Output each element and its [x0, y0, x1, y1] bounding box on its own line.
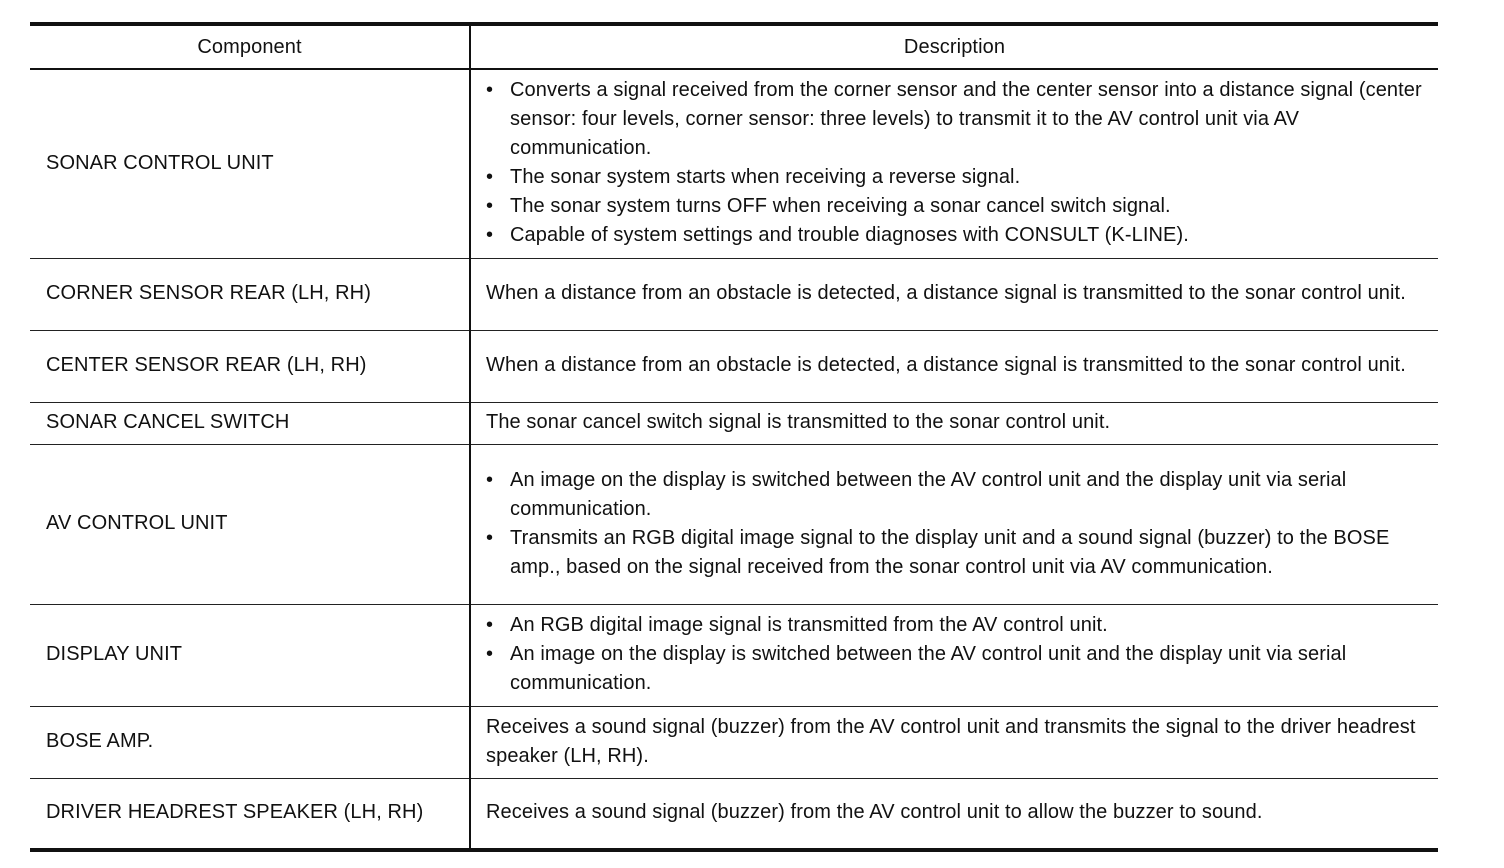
bullet-list [486, 611, 1432, 698]
table-row [30, 778, 1438, 850]
description-cell: When a distance from an obstacle is detected, a distance signal is transmitted to the sonar control unit. [470, 330, 1438, 402]
description-cell [470, 444, 1438, 604]
description-cell: Receives a sound signal (buzzer) from the AV control unit and transmits the signal to the driver headrest speaker (LH, RH). [470, 706, 1438, 778]
table-row [30, 402, 1438, 444]
bullet-item: • An image on the display is switched between the AV control unit and the display unit via serial communication. [486, 640, 1432, 698]
description-cell: The sonar cancel switch signal is transmitted to the sonar control unit. [470, 402, 1438, 444]
description-cell: When a distance from an obstacle is detected, a distance signal is transmitted to the sonar control unit. [470, 258, 1438, 330]
bullet-item: • Transmits an RGB digital image signal to the display unit and a sound signal (buzzer) to the BOSE amp., based on the signal received from the sonar control unit via AV communication. [486, 524, 1432, 582]
component-description-table [30, 22, 1438, 852]
bullet-item: • Capable of system settings and trouble diagnoses with CONSULT (K-LINE). [486, 221, 1432, 250]
table-row [30, 706, 1438, 778]
description-cell [470, 69, 1438, 258]
bullet-item: • An image on the display is switched between the AV control unit and the display unit via serial communication. [486, 466, 1432, 524]
component-cell: SONAR CONTROL UNIT [30, 69, 470, 258]
table-row [30, 444, 1438, 604]
bullet-item: • An RGB digital image signal is transmitted from the AV control unit. [486, 611, 1432, 640]
table-row [30, 604, 1438, 706]
bullet-list [486, 76, 1432, 250]
table-row [30, 330, 1438, 402]
header-row [30, 24, 1438, 69]
component-cell: SONAR CANCEL SWITCH [30, 402, 470, 444]
component-column-header: Component [30, 24, 470, 69]
bullet-item: • The sonar system starts when receiving a reverse signal. [486, 163, 1432, 192]
table-row [30, 258, 1438, 330]
component-cell: DRIVER HEADREST SPEAKER (LH, RH) [30, 778, 470, 850]
table-header [30, 24, 1438, 69]
description-cell [470, 604, 1438, 706]
component-cell: AV CONTROL UNIT [30, 444, 470, 604]
component-cell: BOSE AMP. [30, 706, 470, 778]
bullet-list [486, 466, 1432, 582]
component-cell: CORNER SENSOR REAR (LH, RH) [30, 258, 470, 330]
description-cell: Receives a sound signal (buzzer) from the AV control unit to allow the buzzer to sound. [470, 778, 1438, 850]
component-cell: CENTER SENSOR REAR (LH, RH) [30, 330, 470, 402]
component-cell: DISPLAY UNIT [30, 604, 470, 706]
table-row [30, 69, 1438, 258]
description-column-header: Description [470, 24, 1438, 69]
table-body [30, 69, 1438, 850]
bullet-item: • Converts a signal received from the corner sensor and the center sensor into a distance signal (center sensor: four levels, corner sensor: three levels) to transmit it to the AV control unit via AV communication. [486, 76, 1432, 163]
bullet-item: • The sonar system turns OFF when receiving a sonar cancel switch signal. [486, 192, 1432, 221]
